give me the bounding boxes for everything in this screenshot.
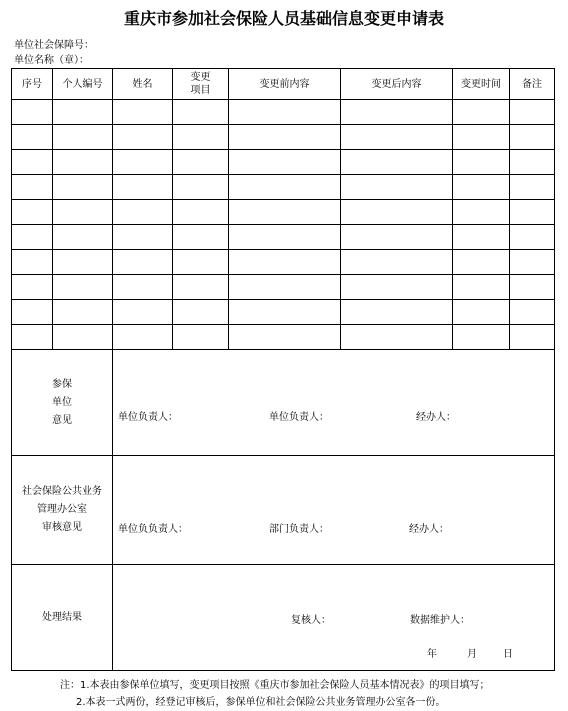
result-maintainer: 数据维护人： [410,615,470,626]
table-row [12,125,555,150]
table-cell[interactable] [53,225,113,250]
table-cell[interactable] [173,125,229,150]
agency-opinion-field2: 部门负责人： [269,524,329,535]
table-cell[interactable] [113,100,173,125]
table-cell[interactable] [341,225,453,250]
table-cell[interactable] [341,200,453,225]
table-cell[interactable] [510,200,555,225]
table-cell[interactable] [341,125,453,150]
form-title: 重庆市参加社会保险人员基础信息变更申请表 [123,9,444,28]
table-cell[interactable] [229,225,341,250]
header-after: 变更后内容 [341,69,453,100]
result-row [12,565,555,671]
table-header-row [12,69,555,100]
table-cell[interactable] [173,175,229,200]
table-cell[interactable] [341,175,453,200]
note-line2: 2.本表一式两份，经登记审核后，参保单位和社会保险公共业务管理办公室各一份。 [76,697,446,708]
agency-opinion-field3: 经办人： [409,524,449,535]
table-cell[interactable] [453,300,510,325]
table-cell[interactable] [173,200,229,225]
table-cell[interactable] [510,250,555,275]
table-cell[interactable] [341,100,453,125]
table-cell[interactable] [341,250,453,275]
header-seq: 序号 [12,69,53,100]
unit-opinion-area[interactable] [113,350,555,456]
table-cell[interactable] [453,200,510,225]
table-cell[interactable] [113,275,173,300]
table-cell[interactable] [113,200,173,225]
header-change-time: 变更时间 [453,69,510,100]
table-cell[interactable] [453,225,510,250]
change-request-table [11,68,555,671]
table-cell[interactable] [53,250,113,275]
table-row [12,300,555,325]
table-row [12,325,555,350]
table-cell[interactable] [12,225,53,250]
table-cell[interactable] [12,300,53,325]
table-cell[interactable] [113,150,173,175]
table-row [12,225,555,250]
table-cell[interactable] [53,200,113,225]
table-cell[interactable] [341,150,453,175]
table-cell[interactable] [53,150,113,175]
unit-opinion-field2: 单位负责人： [269,412,329,423]
table-cell[interactable] [510,100,555,125]
table-cell[interactable] [173,300,229,325]
table-cell[interactable] [453,325,510,350]
table-cell[interactable] [53,100,113,125]
table-cell[interactable] [173,250,229,275]
table-cell[interactable] [341,325,453,350]
result-year: 年 [427,649,437,660]
agency-opinion-label-l3: 审核意见 [42,522,82,533]
table-cell[interactable] [453,150,510,175]
table-row [12,175,555,200]
table-cell[interactable] [173,325,229,350]
result-reviewer: 复核人： [291,615,331,626]
table-cell[interactable] [12,200,53,225]
table-cell[interactable] [510,325,555,350]
unit-opinion-label-l2: 单位 [52,396,72,408]
agency-opinion-label-l2: 管理办公室 [37,504,87,515]
result-area[interactable] [113,565,555,671]
table-cell[interactable] [113,175,173,200]
table-cell[interactable] [12,175,53,200]
table-cell[interactable] [113,125,173,150]
unit-opinion-field3: 经办人： [416,412,456,423]
table-cell[interactable] [229,250,341,275]
table-cell[interactable] [229,300,341,325]
header-personal-id: 个人编号 [53,69,113,100]
header-change-item-line1: 变更 [190,72,211,83]
table-cell[interactable] [229,125,341,150]
table-row [12,200,555,225]
table-cell[interactable] [113,300,173,325]
unit-opinion-label-l3: 意见 [52,414,72,426]
table-cell[interactable] [113,325,173,350]
table-cell[interactable] [453,275,510,300]
agency-opinion-area[interactable] [113,456,555,565]
table-cell[interactable] [510,275,555,300]
table-row [12,250,555,275]
table-cell[interactable] [510,125,555,150]
table-cell[interactable] [229,325,341,350]
table-cell[interactable] [173,275,229,300]
table-cell[interactable] [53,325,113,350]
table-cell[interactable] [510,225,555,250]
table-cell[interactable] [510,300,555,325]
agency-opinion-field1: 单位负负责人： [118,524,188,535]
table-row [12,150,555,175]
notes [60,677,490,711]
unit-code-label: 单位社会保障号： [14,40,94,51]
unit-name-label: 单位名称（章）： [14,55,89,66]
result-month: 月 [467,649,477,660]
unit-opinion-label [12,350,113,456]
header-remarks: 备注 [510,69,555,100]
header-before: 变更前内容 [229,69,341,100]
table-cell[interactable] [229,150,341,175]
note-line1: 注：1.本表由参保单位填写，变更项目按照《重庆市参加社会保险人员基本情况表》的项目填写； [60,680,490,691]
table-cell[interactable] [53,275,113,300]
table-cell[interactable] [12,150,53,175]
table-cell[interactable] [113,225,173,250]
table-cell[interactable] [113,250,173,275]
table-cell[interactable] [229,175,341,200]
table-cell[interactable] [173,100,229,125]
table-cell[interactable] [453,125,510,150]
unit-opinion-row [12,350,555,456]
table-cell[interactable] [12,275,53,300]
table-row [12,275,555,300]
table-cell[interactable] [53,175,113,200]
header-name: 姓名 [113,69,173,100]
table-row [12,100,555,125]
result-label: 处理结果 [12,565,113,671]
header-change-item-line2: 项目 [190,85,211,96]
agency-opinion-row [12,456,555,565]
agency-opinion-label-l1: 社会保险公共业务 [22,486,102,497]
table-cell[interactable] [229,200,341,225]
agency-opinion-label [12,456,113,565]
table-cell[interactable] [229,275,341,300]
table-cell[interactable] [510,150,555,175]
table-cell[interactable] [12,325,53,350]
table-cell[interactable] [12,125,53,150]
table-cell[interactable] [53,125,113,150]
unit-opinion-field1: 单位负责人： [118,412,178,423]
table-cell[interactable] [173,225,229,250]
table-cell[interactable] [173,150,229,175]
table-cell[interactable] [453,100,510,125]
result-day: 日 [503,649,513,660]
table-cell[interactable] [453,175,510,200]
header-change-item [173,69,229,100]
table-cell[interactable] [453,250,510,275]
table-cell[interactable] [229,100,341,125]
table-cell[interactable] [12,100,53,125]
table-cell[interactable] [12,250,53,275]
unit-opinion-label-l1: 参保 [52,378,72,390]
table-cell[interactable] [341,300,453,325]
table-cell[interactable] [53,300,113,325]
table-cell[interactable] [341,275,453,300]
table-cell[interactable] [510,175,555,200]
